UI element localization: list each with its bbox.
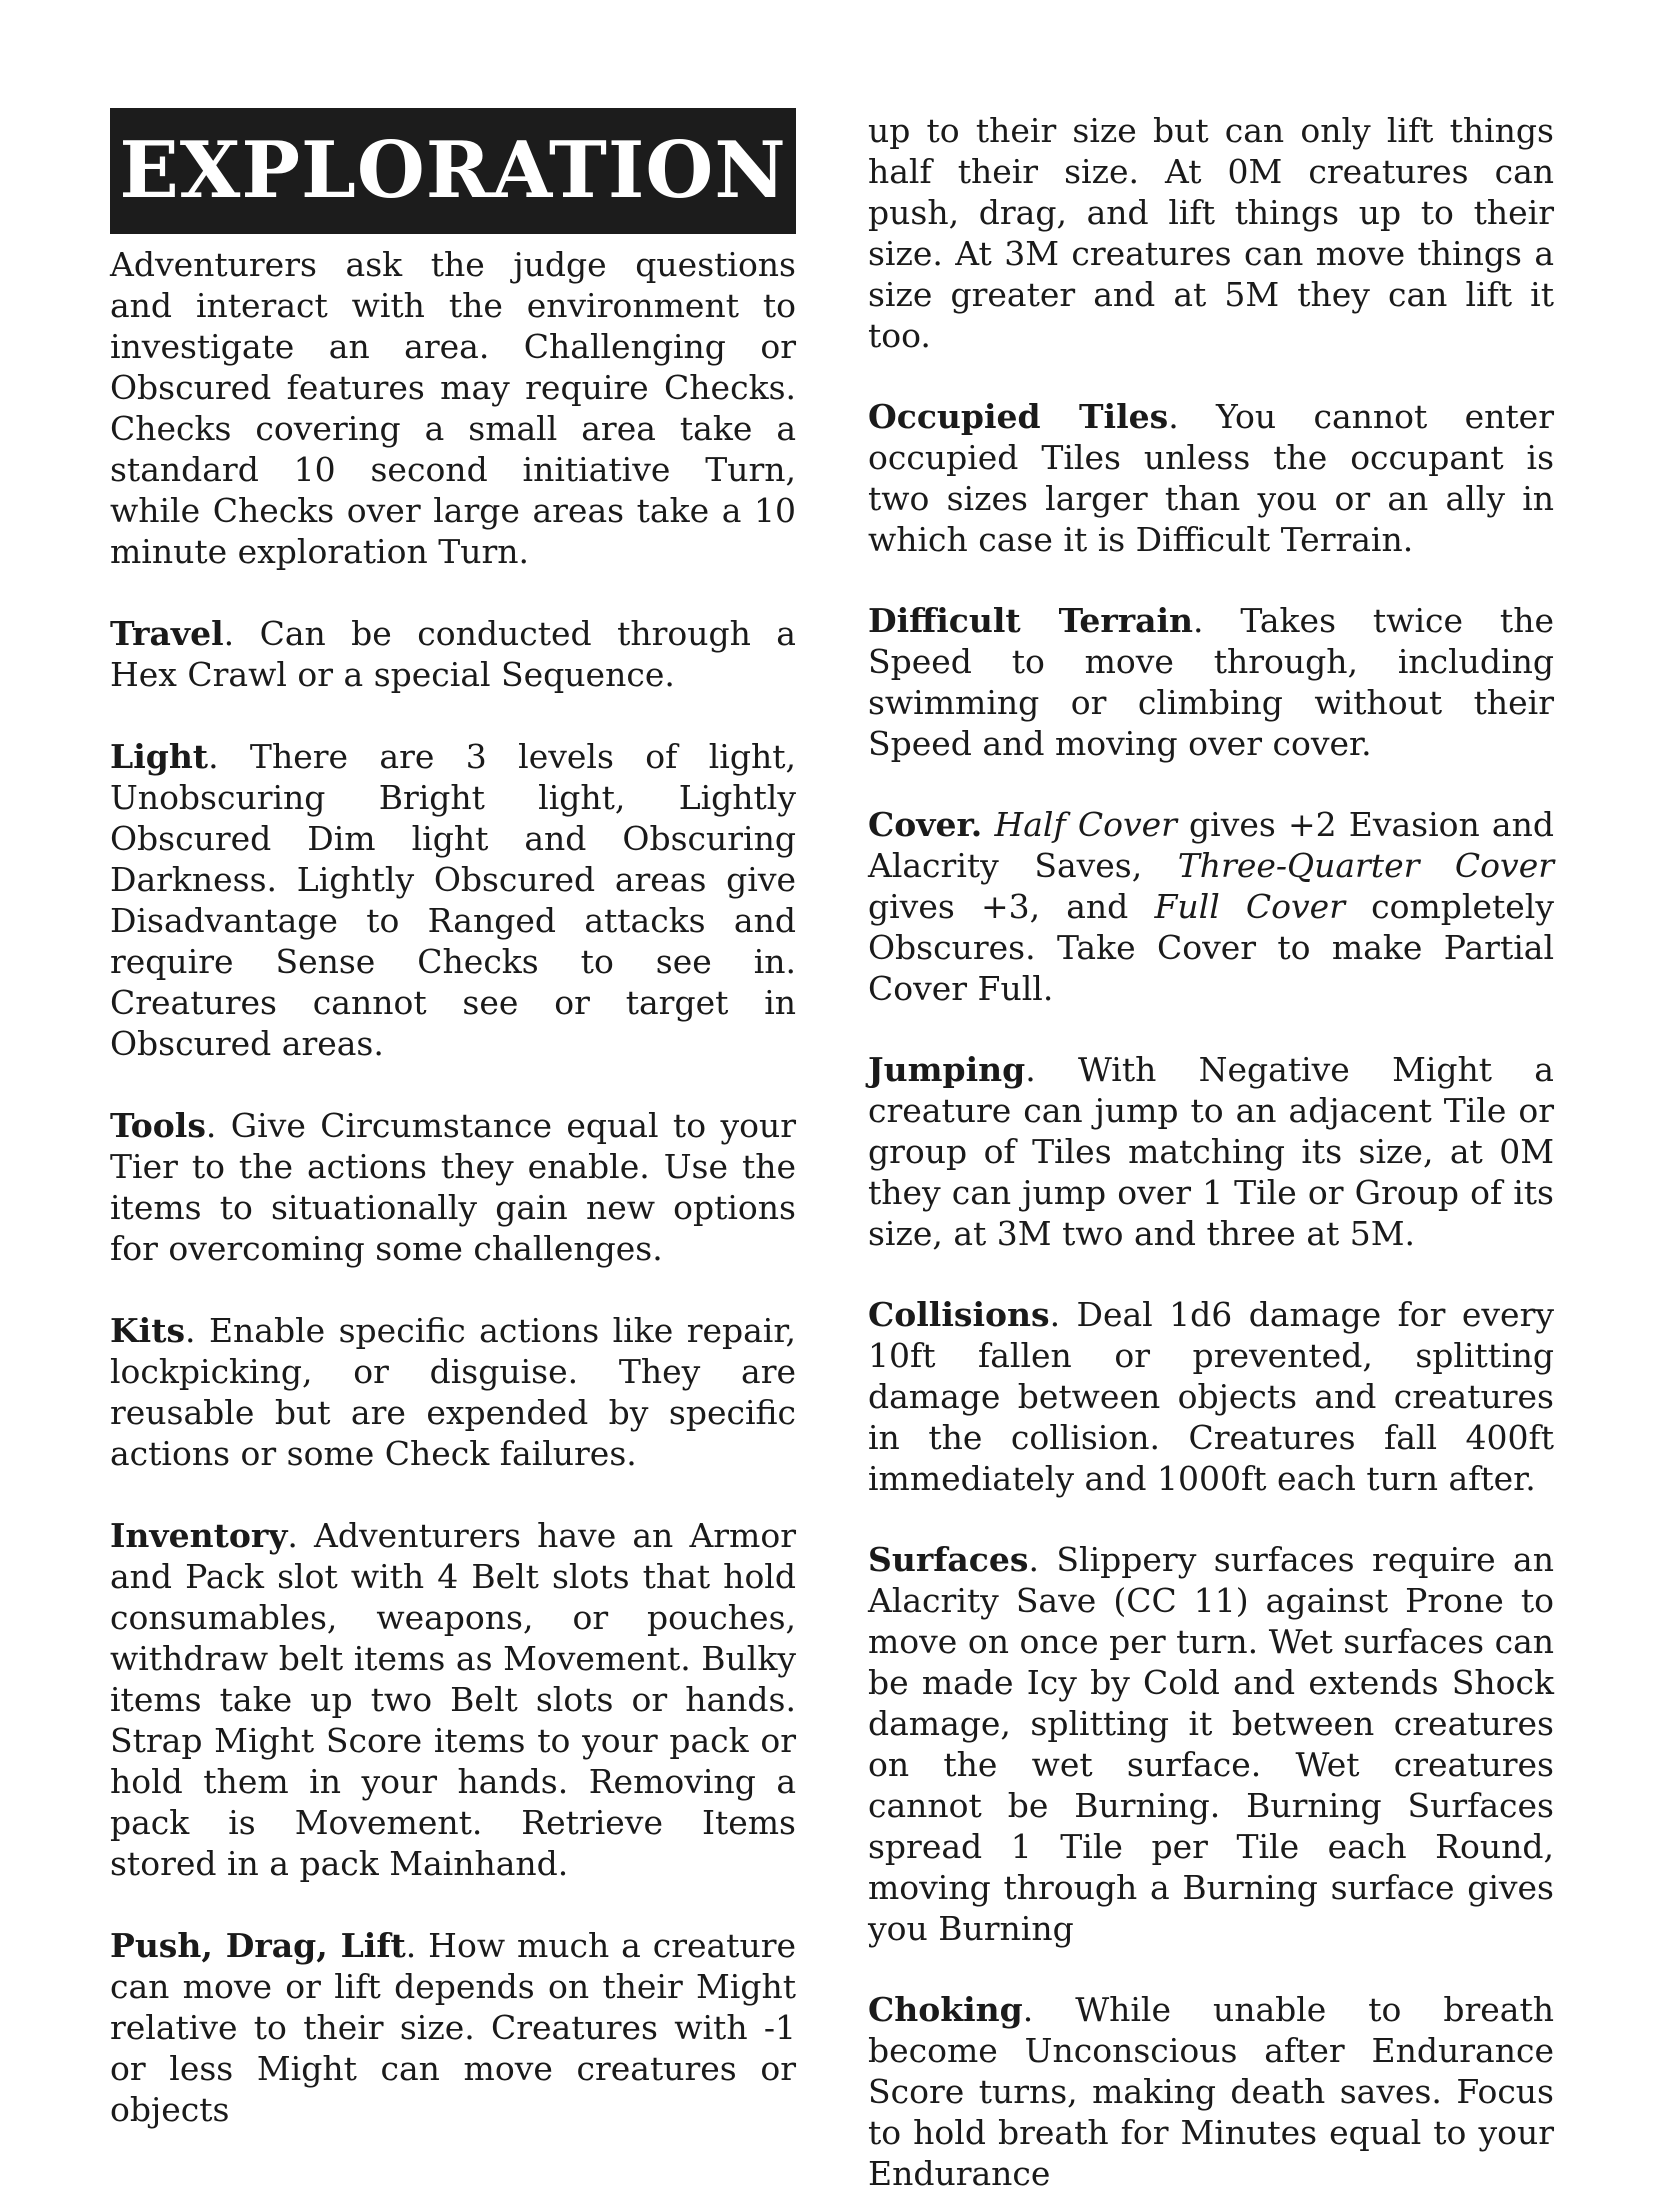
surfaces-paragraph — [868, 1539, 1554, 1949]
occupied-tiles-text: . You cannot enter occupied Tiles unless the occupant is two sizes larger than you or an ally in which case it is Difficult Terrain. — [868, 397, 1554, 559]
cover-text-3: completely Obscures. Take Cover to make Partial Cover Full. — [868, 887, 1554, 1008]
light-term: Light — [110, 737, 209, 776]
surfaces-term: Surfaces — [868, 1540, 1029, 1579]
inventory-paragraph — [110, 1515, 796, 1884]
occupied-tiles-paragraph — [868, 396, 1554, 560]
push-drag-lift-paragraph — [110, 1925, 796, 2130]
choking-paragraph — [868, 1989, 1554, 2194]
left-column — [110, 108, 796, 2130]
collisions-term: Collisions — [868, 1295, 1050, 1334]
inventory-text: . Adventurers have an Armor and Pack slot with 4 Belt slots that hold consumables, weapons, or pouches, withdraw belt items as Movement. Bulky items take up two Belt slots or hands. Strap Might Score items to your pack or hold them in your hands. Removing a pack is Movement. Retrieve Items stored in a pack Mainhand. — [110, 1516, 796, 1883]
tools-term: Tools — [110, 1106, 206, 1145]
title-banner — [110, 108, 796, 234]
kits-text: . Enable specific actions like repair, lockpicking, or disguise. They are reusable but are expended by specific actions or some Check failures. — [110, 1311, 796, 1473]
surfaces-text: . Slippery surfaces require an Alacrity Save (CC 11) against Prone to move on once per turn. Wet surfaces can be made Icy by Cold and extends Shock damage, splitting it between creatures on the wet surface. Wet creatures cannot be Burning. Burning Surfaces spread 1 Tile per Tile each Round, moving through a Burning surface gives you Burning — [868, 1540, 1554, 1948]
choking-text: . While unable to breath become Unconscious after Endurance Score turns, making death saves. Focus to hold breath for Minutes equal to your Endurance — [868, 1990, 1554, 2193]
light-text: . There are 3 levels of light, Unobscuring Bright light, Lightly Obscured Dim light and Obscuring Darkness. Lightly Obscured areas give Disadvantage to Ranged attacks and require Sense Checks to see in. Creatures cannot see or target in Obscured areas. — [110, 737, 796, 1063]
cover-text-2: gives +3, and — [868, 887, 1155, 926]
cover-text-1: gives +2 Evasion and Alacrity Saves, — [868, 805, 1554, 885]
intro-paragraph: Adventurers ask the judge questions and interact with the environment to investigate an area. Challenging or Obscured features may require Checks. Checks covering a small area take a standard 10 second initiative Turn, while Checks over large areas take a 10 minute exploration Turn. — [110, 245, 796, 571]
jumping-text: . With Negative Might a creature can jump to an adjacent Tile or group of Tiles matching its size, at 0M they can jump over 1 Tile or Group of its size, at 3M two and three at 5M. — [868, 1050, 1554, 1253]
difficult-terrain-paragraph — [868, 600, 1554, 764]
collisions-paragraph — [868, 1294, 1554, 1499]
choking-term: Choking — [868, 1990, 1023, 2029]
half-cover-term: Half Cover — [994, 805, 1177, 844]
travel-term: Travel — [110, 614, 224, 653]
cover-term: Cover. — [868, 805, 983, 844]
light-paragraph — [110, 736, 796, 1064]
kits-paragraph — [110, 1310, 796, 1474]
full-cover-term: Full Cover — [1154, 887, 1345, 926]
push-drag-lift-term: Push, Drag, Lift — [110, 1926, 406, 1965]
inventory-term: Inventory — [110, 1516, 288, 1555]
difficult-terrain-text: . Takes twice the Speed to move through, including swimming or climbing without their Speed and moving over cover. — [868, 601, 1554, 763]
difficult-terrain-term: Difficult Terrain — [868, 601, 1194, 640]
kits-term: Kits — [110, 1311, 186, 1350]
page-title: EXPLORATION — [119, 125, 787, 216]
travel-text: . Can be conducted through a Hex Crawl or a special Sequence. — [110, 614, 796, 694]
three-quarter-cover-term: Three-Quarter Cover — [1177, 846, 1554, 885]
tools-text: . Give Circumstance equal to your Tier to the actions they enable. Use the items to situationally gain new options for overcoming some challenges. — [110, 1106, 796, 1268]
push-drag-lift-text: . How much a creature can move or lift depends on their Might relative to their size. Creatures with -1 or less Might can move creatures or objects — [110, 1926, 796, 2129]
cover-paragraph — [868, 804, 1554, 1009]
occupied-tiles-term: Occupied Tiles — [868, 397, 1169, 436]
right-column — [868, 110, 1554, 2194]
push-drag-lift-continued: up to their size but can only lift things half their size. At 0M creatures can push, drag, and lift things up to their size. At 3M creatures can move things a size greater and at 5M they can lift it too. — [868, 111, 1554, 355]
jumping-term: Jumping — [868, 1050, 1026, 1089]
collisions-text: . Deal 1d6 damage for every 10ft fallen or prevented, splitting damage between objects and creatures in the collision. Creatures fall 400ft immediately and 1000ft each turn after. — [868, 1295, 1554, 1498]
travel-paragraph — [110, 613, 796, 695]
tools-paragraph — [110, 1105, 796, 1269]
jumping-paragraph — [868, 1049, 1554, 1254]
